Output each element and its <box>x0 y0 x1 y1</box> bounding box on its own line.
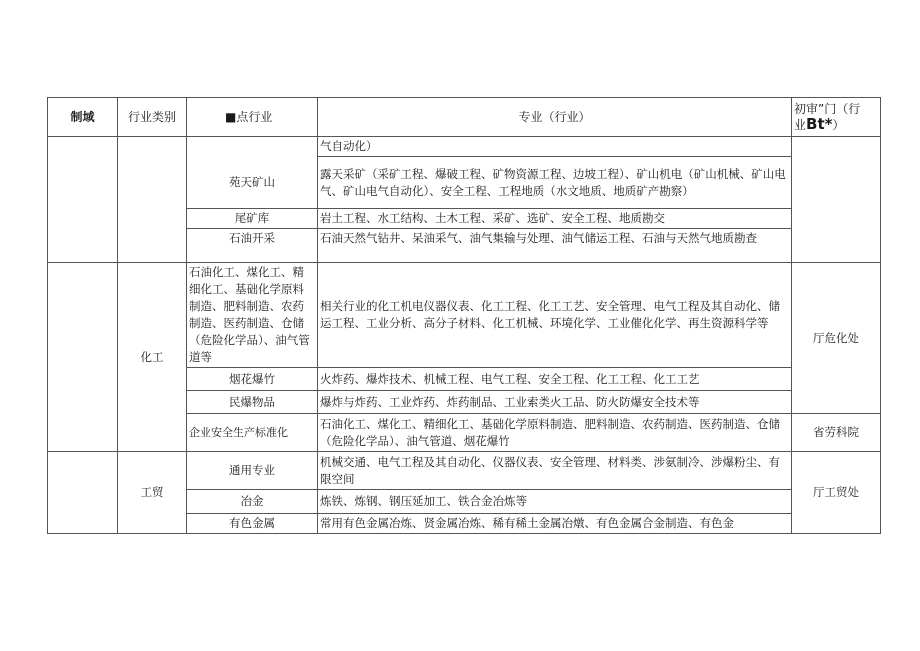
header-industry-category: 行业类别 <box>118 98 187 137</box>
header-review-line1: 初审”门（行 <box>794 101 861 116</box>
table-row <box>48 263 881 368</box>
specialty-cont: 气自动化） <box>318 137 792 157</box>
domain-cell-chem <box>48 263 118 452</box>
table-row <box>48 452 881 490</box>
domain-cell-trade <box>48 452 118 534</box>
key-industry-open-mine: 苑天矿山 <box>187 157 318 209</box>
key-industry-explosives: 民爆物品 <box>187 391 318 414</box>
key-industry-general: 通用专业 <box>187 452 318 490</box>
dept-chemical: 厅危化处 <box>792 263 881 414</box>
key-industry-metallurgy: 冶金 <box>187 490 318 514</box>
specialty-fireworks: 火炸药、爆炸技术、机械工程、电气工程、安全工程、化工工程、化工工艺 <box>318 368 792 391</box>
specialty-tailings: 岩土工程、水工结构、土木工程、采矿、选矿、安全工程、地质勘交 <box>318 209 792 229</box>
key-industry-nonferrous: 有色金属 <box>187 514 318 534</box>
specialty-metallurgy: 炼铁、炼钢、钢压延加工、铁合金冶炼等 <box>318 490 792 514</box>
specialty-open-mine: 露天采矿（采矿工程、爆破工程、矿物资源工程、边坡工程）、矿山机电（矿山机械、矿山电气、矿山电气自动化）、安全工程、工程地质（水文地质、地质矿产勘察） <box>318 157 792 209</box>
header-key-industry: ■点行业 <box>187 98 318 137</box>
header-domain: 制域 <box>48 98 118 137</box>
table-row <box>48 137 881 157</box>
domain-cell-empty <box>48 137 118 263</box>
specialty-explosives: 爆炸与炸药、工业炸药、炸药制品、工业索类火工品、防火防爆安全技术等 <box>318 391 792 414</box>
dept-trade: 厅工贸处 <box>792 452 881 534</box>
header-review-department <box>792 98 881 137</box>
dept-cell-mining <box>792 137 881 263</box>
dept-standardization: 省劳科院 <box>792 414 881 452</box>
specialty-petrochem: 相关行业的化工机电仪器仪表、化工工程、化工工艺、安全管理、电气工程及其自动化、储运工程、工业分析、高分子材料、化工机械、环境化学、工业催化化学、再生资源科学等 <box>318 263 792 368</box>
header-specialty: 专业（行业） <box>318 98 792 137</box>
key-industry-cont <box>187 137 318 157</box>
key-industry-fireworks: 烟花爆竹 <box>187 368 318 391</box>
category-trade: 工贸 <box>118 452 187 534</box>
specialty-spacer <box>318 249 792 263</box>
specialty-general: 机械交通、电气工程及其自动化、仪器仪表、安全管理、材料类、涉氨制冷、涉爆粉尘、有限空间 <box>318 452 792 490</box>
specialty-oil: 石油天然气钻井、呆油采气、油气集输与处理、油气储运工程、石油与天然气地质勘查 <box>318 229 792 249</box>
header-review-line2c: ） <box>832 117 845 132</box>
header-review-line2a: 业 <box>794 117 807 132</box>
specialty-standardization: 石油化工、煤化工、精细化工、基础化学原料制造、肥料制造、农药制造、医药制造、仓储（危险化学品）、油气管道、烟花爆竹 <box>318 414 792 452</box>
header-review-line2b: Bt* <box>806 114 833 133</box>
table-header-row <box>48 98 881 137</box>
category-chemical: 化工 <box>118 263 187 452</box>
key-industry-tailings: 尾矿库 <box>187 209 318 229</box>
expert-table <box>47 97 881 534</box>
key-industry-petrochem: 石油化工、煤化工、精细化工、基础化学原料制造、肥料制造、农药制造、医药制造、仓储（危险化学品）、油气管道等 <box>187 263 318 368</box>
key-industry-oil: 石油开采 <box>187 229 318 249</box>
specialty-nonferrous: 常用有色金属冶炼、贤金属冶炼、稀有稀土金属冶燉、有色金属合金制造、有色金 <box>318 514 792 534</box>
category-cell-mining <box>118 137 187 263</box>
key-industry-spacer <box>187 249 318 263</box>
key-industry-standardization: 企业安全生产标准化 <box>187 414 318 452</box>
